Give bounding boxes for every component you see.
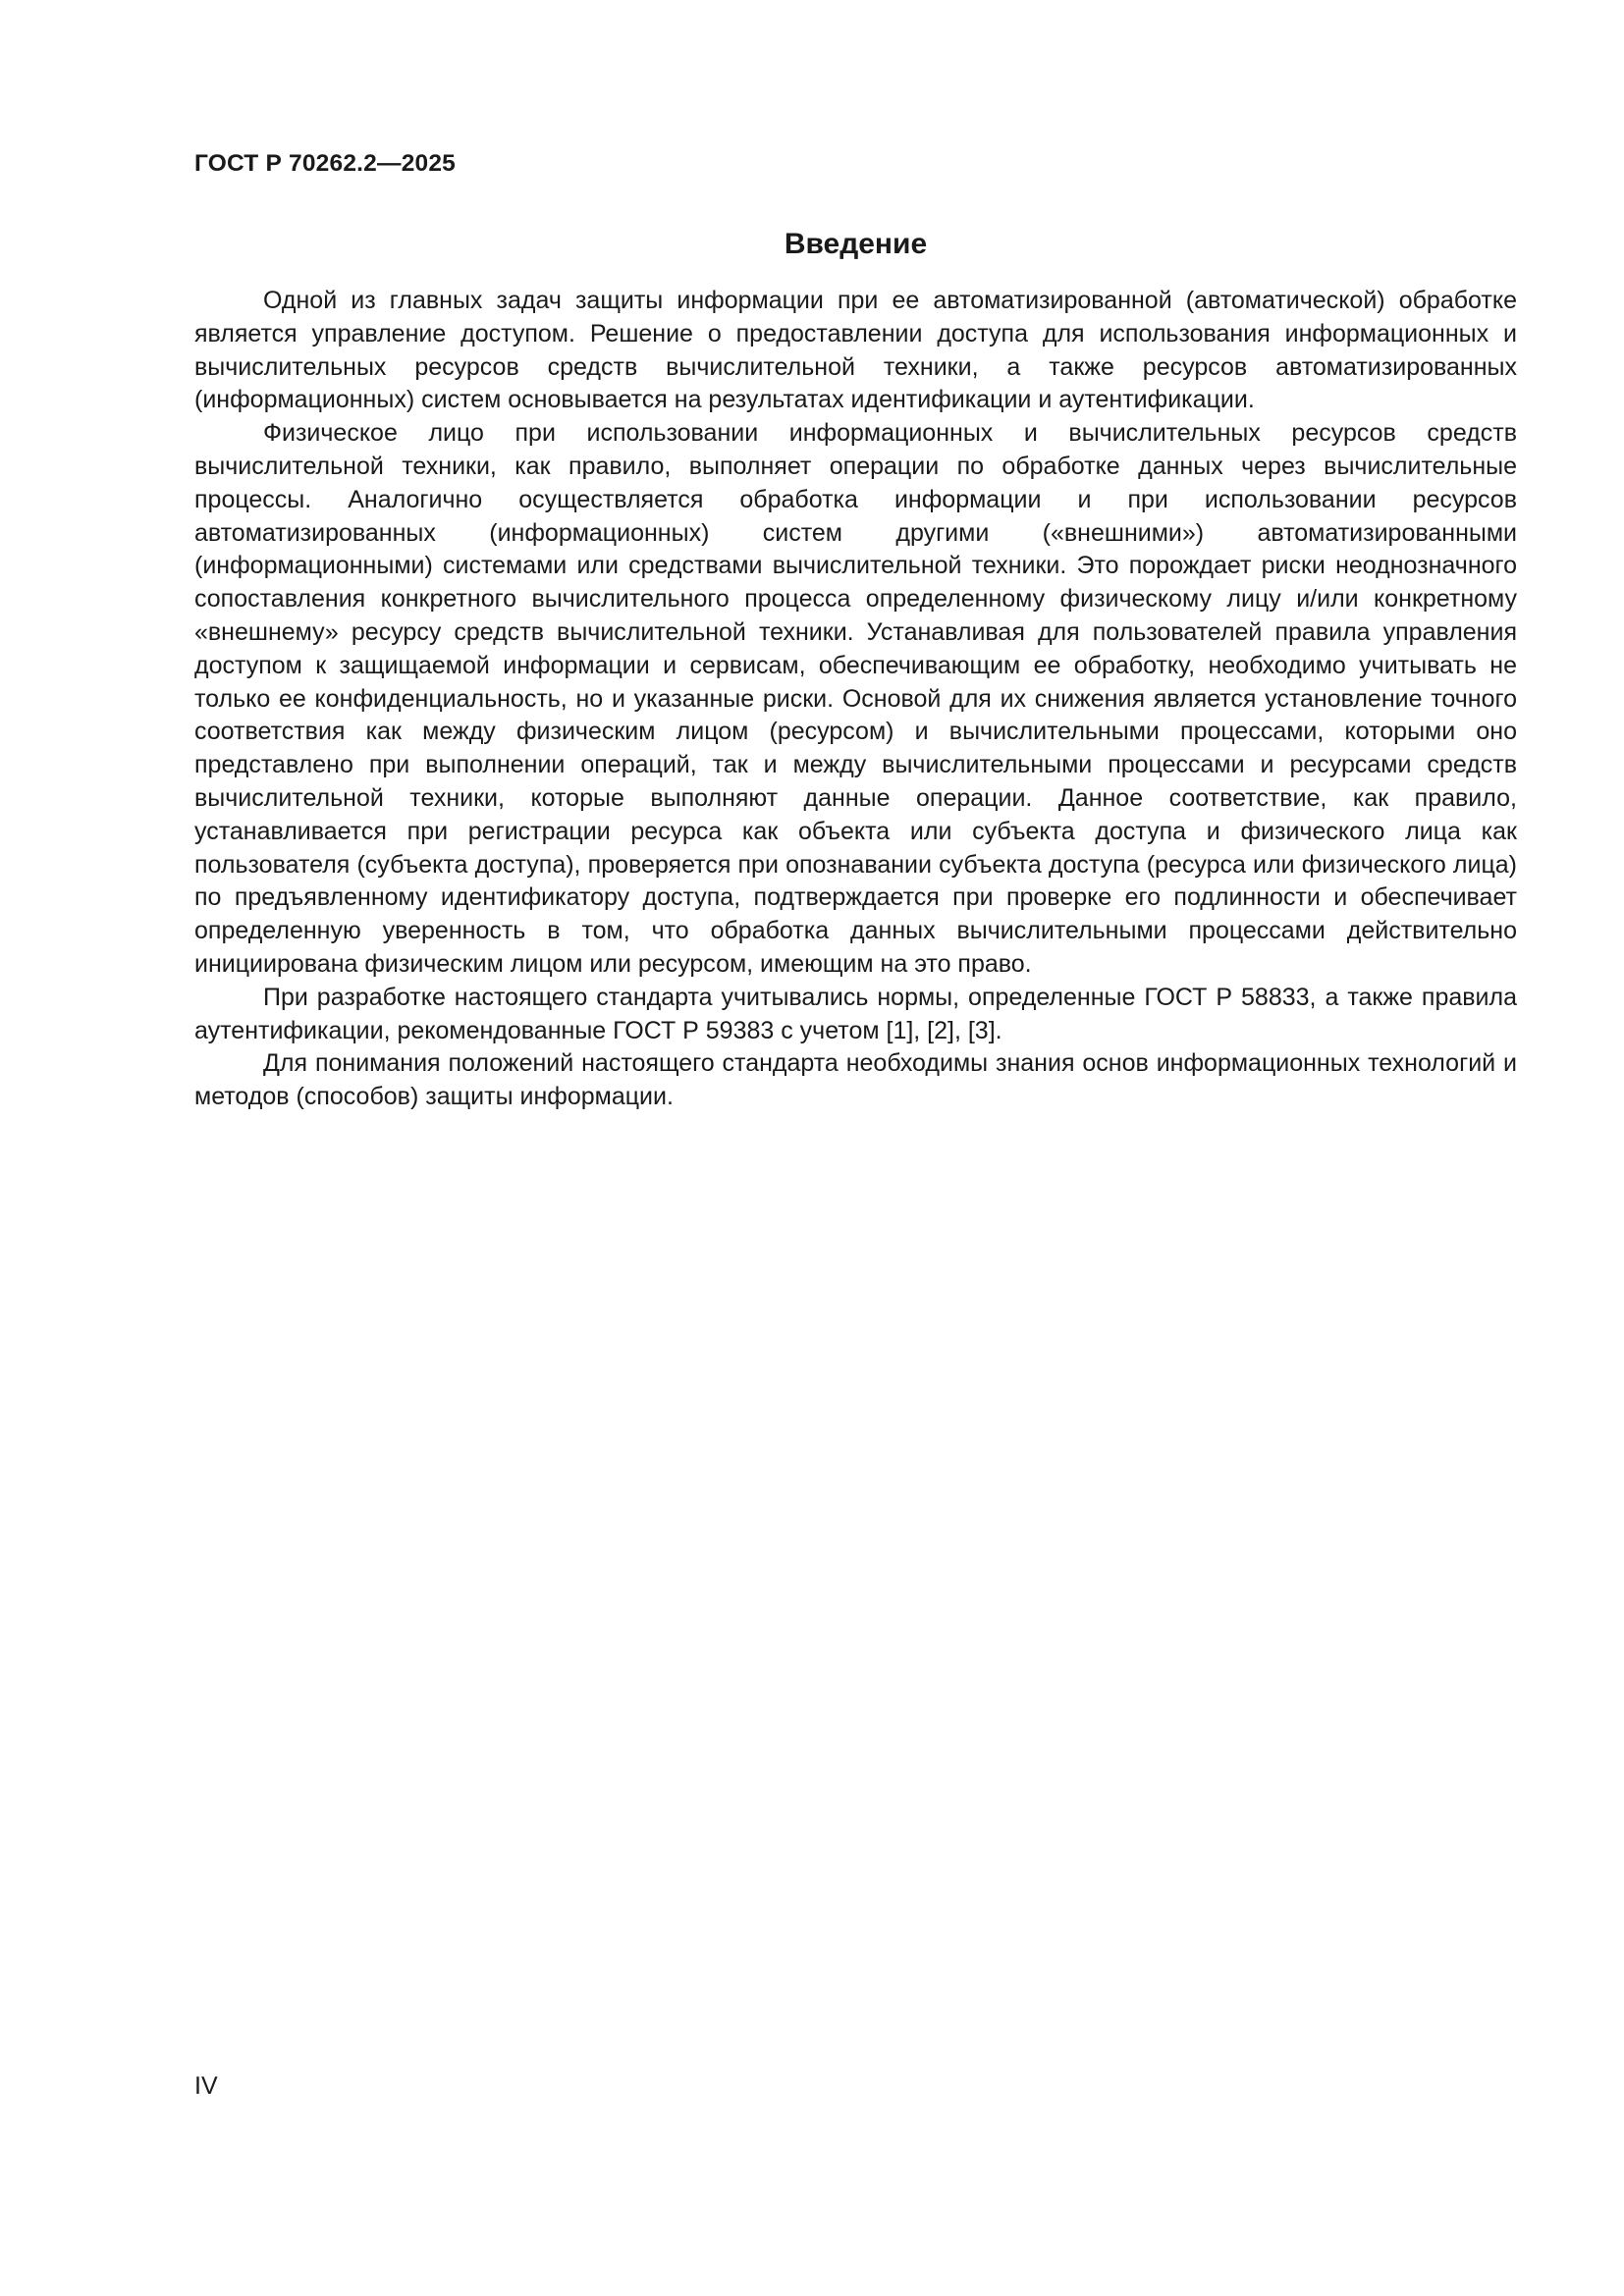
- page-number: IV: [194, 2072, 218, 2100]
- paragraph-2: Физическое лицо при использовании информационных и вычислительных ресурсов средств вычислительной техники, как правило, выполняет операции по обработке данных через вычислительные процессы. Аналогично осуществляется обработка информации и при использовании ресурсов автоматизированных (информационных) систем другими («внешними») автоматизированными (информационными) системами или средствами вычислительной техники. Это порождает риски неоднозначного сопоставления конкретного вычислительного процесса определенному физическому лицу и/или конкретному «внешнему» ресурсу средств вычислительной техники. Устанавливая для пользователей правила управления доступом к защищаемой информации и сервисам, обеспечивающим ее обработку, необходимо учитывать не только ее конфиденциальность, но и указанные риски. Основой для их снижения является установление точного соответствия как между физическим лицом (ресурсом) и вычислительными процессами, которыми оно представлено при выполнении операций, так и между вычислительными процессами и ресурсами средств вычислительной техники, которые выполняют данные операции. Данное соответствие, как правило, устанавливается при регистрации ресурса как объекта или субъекта доступа и физического лица как пользователя (субъекта доступа), проверяется при опознавании субъекта доступа (ресурса или физического лица) по предъявленному идентификатору доступа, подтверждается при проверке его подлинности и обеспечивает определенную уверенность в том, что обработка данных вычислительными процессами действительно инициирована физическим лицом или ресурсом, имеющим на это право.: [194, 419, 1517, 978]
- section-title: Введение: [784, 228, 928, 260]
- section-body: [194, 285, 1517, 1114]
- paragraph-3: При разработке настоящего стандарта учитывались нормы, определенные ГОСТ Р 58833, а также правила аутентификации, рекомендованные ГОСТ Р 59383 с учетом [1], [2], [3].: [194, 983, 1517, 1044]
- document-id-header: ГОСТ Р 70262.2—2025: [194, 150, 456, 177]
- paragraph-1: Одной из главных задач защиты информации при ее автоматизированной (автоматической) обработке является управление доступом. Решение о предоставлении доступа для использования информационных и вычислительных ресурсов средств вычислительной техники, а также ресурсов автоматизированных (информационных) систем основывается на результатах идентификации и аутентификации.: [194, 287, 1517, 414]
- paragraph-4: Для понимания положений настоящего стандарта необходимы знания основ информационных технологий и методов (способов) защиты информации.: [194, 1049, 1517, 1111]
